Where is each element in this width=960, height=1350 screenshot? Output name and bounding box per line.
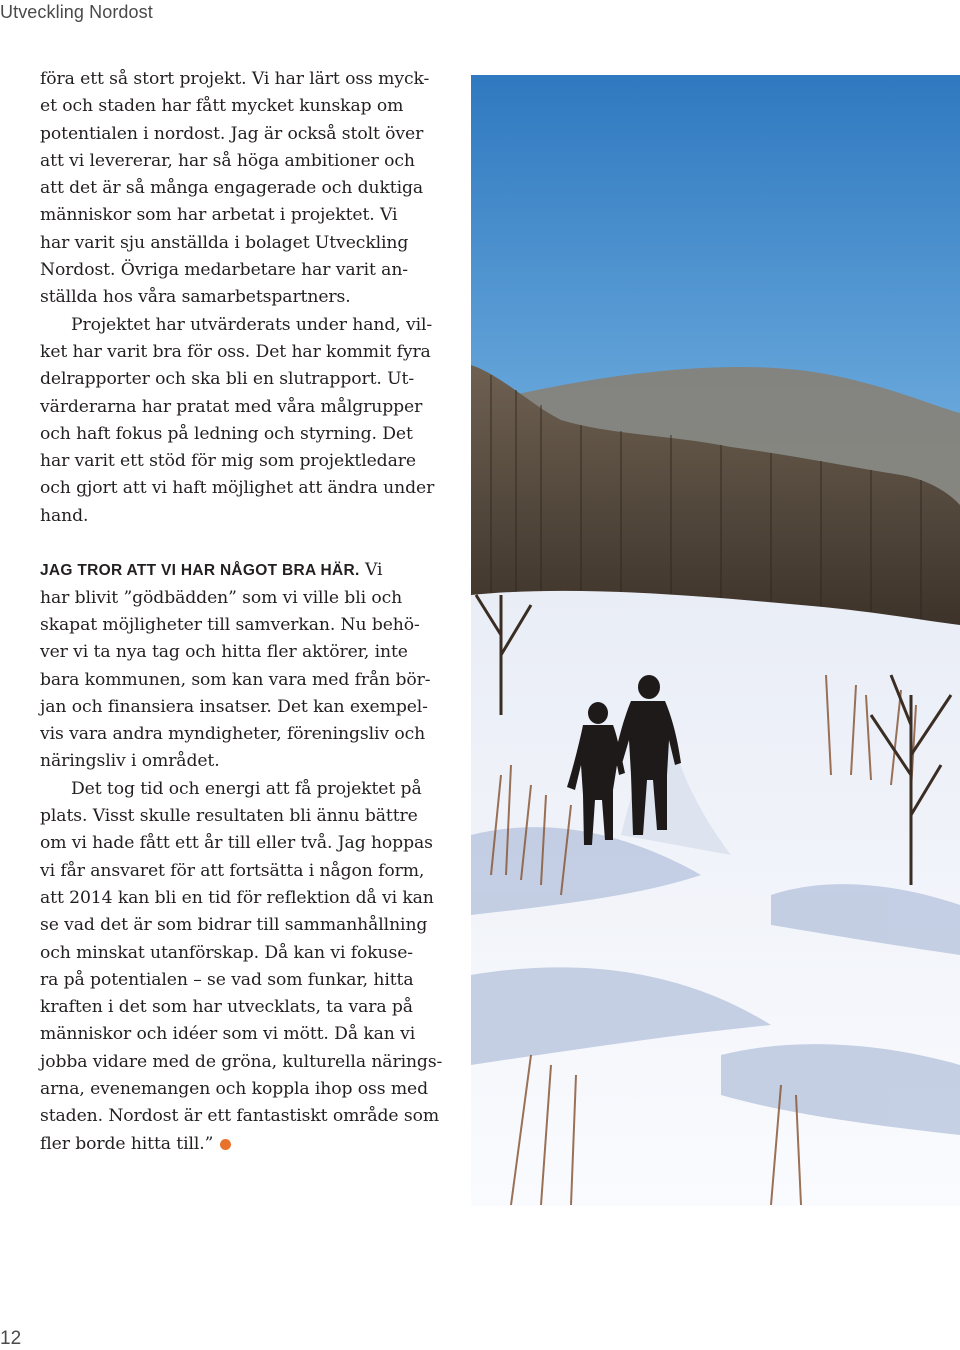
article-body bbox=[40, 66, 443, 1158]
text-line bbox=[40, 885, 432, 912]
text-line-content: föra ett så stort projekt. Vi har lärt oss myck- bbox=[40, 69, 430, 89]
text-line-content: Det tog tid och energi att få projektet på bbox=[71, 778, 422, 799]
text-line bbox=[40, 612, 432, 639]
text-line bbox=[40, 940, 432, 967]
text-line bbox=[40, 93, 432, 120]
text-line-content: se vad det är som bidrar till sammanhållning bbox=[40, 915, 428, 936]
text-line-content: Projektet har utvärderats under hand, vil- bbox=[71, 314, 433, 335]
text-line-content: staden. Nordost är ett fantastiskt område som bbox=[40, 1106, 440, 1127]
text-line-content: vis vara andra myndigheter, föreningsliv och bbox=[40, 724, 426, 745]
text-line bbox=[40, 776, 432, 803]
text-line-content: näringsliv i området. bbox=[40, 751, 220, 772]
text-line-content: och gjort att vi haft möjlighet att ändra under bbox=[40, 478, 435, 499]
text-line bbox=[40, 830, 432, 857]
text-line bbox=[40, 230, 432, 257]
text-line-content: arna, evenemangen och koppla ihop oss med bbox=[40, 1078, 429, 1099]
text-line-content: jan och finansiera insatser. Det kan exempel- bbox=[40, 696, 428, 717]
text-line bbox=[40, 557, 432, 584]
text-line-content: om vi hade fått ett år till eller två. Jag hoppas bbox=[40, 833, 433, 854]
text-line bbox=[40, 1103, 440, 1130]
text-line bbox=[40, 339, 432, 366]
text-line-content: människor som har arbetat i projektet. Vi bbox=[40, 205, 398, 226]
text-line bbox=[40, 202, 432, 229]
text-line bbox=[40, 994, 432, 1021]
text-line bbox=[40, 721, 432, 748]
text-line bbox=[40, 585, 432, 612]
text-line bbox=[40, 803, 432, 830]
text-line-content: ställda hos våra samarbetspartners. bbox=[40, 287, 351, 308]
text-line-content: ket har varit bra för oss. Det har kommit fyra bbox=[40, 341, 431, 362]
text-line bbox=[40, 1076, 432, 1103]
text-line bbox=[40, 1131, 432, 1158]
text-line bbox=[40, 394, 432, 421]
text-line-content: har varit sju anställda i bolaget Utveckling bbox=[40, 232, 409, 253]
text-line bbox=[40, 667, 432, 694]
text-line bbox=[40, 475, 435, 502]
text-line bbox=[40, 1021, 432, 1048]
photo-illustration bbox=[471, 75, 960, 1206]
text-line bbox=[40, 1049, 443, 1076]
text-line bbox=[40, 967, 432, 994]
text-line-content: hand. bbox=[40, 505, 89, 526]
text-line bbox=[40, 257, 432, 284]
text-line bbox=[40, 448, 432, 475]
text-line-content: att 2014 kan bli en tid för reflektion då vi kan bbox=[40, 887, 434, 908]
text-line bbox=[40, 858, 432, 885]
text-line bbox=[40, 639, 432, 666]
text-line-content: har varit ett stöd för mig som projektledare bbox=[40, 451, 416, 472]
text-line bbox=[40, 503, 432, 530]
text-line-content: fler borde hitta till.” bbox=[40, 1133, 214, 1154]
text-line bbox=[40, 148, 432, 175]
text-line bbox=[40, 312, 432, 339]
text-line-content: och haft fokus på ledning och styrning. Det bbox=[40, 423, 413, 444]
text-line-content: att det är så många engagerade och duktiga bbox=[40, 178, 424, 199]
text-line-content: delrapporter och ska bli en slutrapport. Ut- bbox=[40, 369, 415, 390]
page-number: 12 bbox=[0, 1328, 22, 1349]
text-line bbox=[40, 284, 432, 311]
text-line bbox=[40, 421, 432, 448]
text-line bbox=[40, 121, 432, 148]
text-line-content: värderarna har pratat med våra målgrupper bbox=[40, 396, 423, 417]
text-line-content: vi får ansvaret för att fortsätta i någon form, bbox=[40, 860, 425, 881]
winter-walk-photo bbox=[471, 75, 960, 1206]
text-line-content: har blivit ”gödbädden” som vi ville bli och bbox=[40, 587, 403, 608]
text-line bbox=[40, 66, 432, 93]
text-line-content: ver vi ta nya tag och hitta fler aktörer, inte bbox=[40, 642, 408, 663]
text-line-content: jobba vidare med de gröna, kulturella närings- bbox=[40, 1051, 443, 1072]
text-line-content: et och staden har fått mycket kunskap om bbox=[40, 96, 404, 117]
running-head: Utveckling Nordost bbox=[0, 2, 153, 22]
text-line-content: människor och idéer som vi mött. Då kan vi bbox=[40, 1024, 416, 1045]
text-line-content: potentialen i nordost. Jag är också stolt över bbox=[40, 123, 424, 144]
text-line-content: Nordost. Övriga medarbetare har varit an- bbox=[40, 260, 409, 281]
text-line-content: och minskat utanförskap. Då kan vi fokuse- bbox=[40, 942, 414, 963]
end-mark-icon bbox=[220, 1139, 231, 1150]
text-line-content: ra på potentialen – se vad som funkar, hitta bbox=[40, 969, 414, 990]
text-line-content: skapat möjligheter till samverkan. Nu behö- bbox=[40, 614, 420, 635]
text-line bbox=[40, 366, 432, 393]
text-line bbox=[40, 694, 432, 721]
text-line-content: bara kommunen, som kan vara med från bör- bbox=[40, 669, 431, 690]
paragraph-gap bbox=[40, 530, 432, 557]
text-line-content: att vi levererar, har så höga ambitioner och bbox=[40, 150, 415, 171]
text-line bbox=[40, 175, 432, 202]
text-line-content: plats. Visst skulle resultaten bli ännu bättre bbox=[40, 806, 418, 827]
lead-in-caps: JAG TROR ATT VI HAR NÅGOT BRA HÄR. bbox=[40, 562, 360, 580]
text-line-content: Vi bbox=[359, 560, 383, 581]
text-line bbox=[40, 912, 432, 939]
text-line bbox=[40, 748, 432, 775]
text-line-content: kraften i det som har utvecklats, ta vara på bbox=[40, 997, 413, 1018]
